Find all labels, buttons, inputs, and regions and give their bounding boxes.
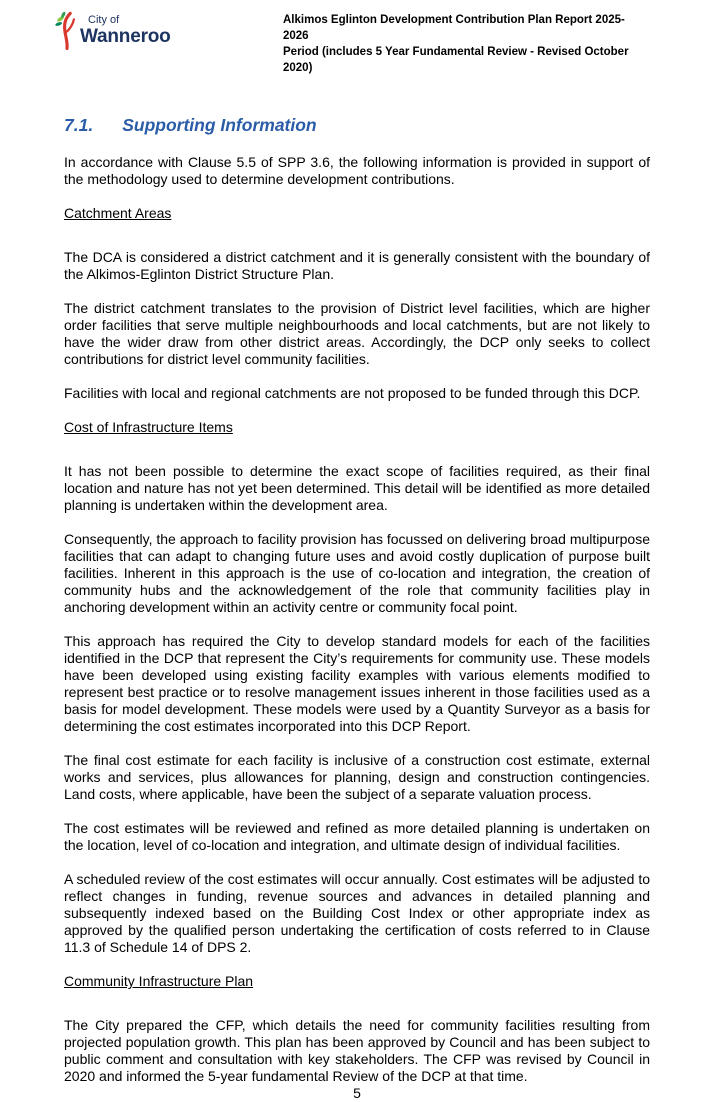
- subheading-community-infrastructure-plan: Community Infrastructure Plan: [64, 973, 254, 990]
- paragraph-district-catchment: The district catchment translates to the provision of District level facilities, which are higher order facilities that serve multiple neighbourhoods and local catchments, but are not likely to have the wider draw from other district areas. Accordingly, the DCP only seeks to collect contributions for district level community facilities.: [64, 300, 650, 368]
- report-title-line2: Period (includes 5 Year Fundamental Review - Revised October 2020): [283, 46, 629, 75]
- paragraph-standard-models: This approach has required the City to develop standard models for each of the facilities identified in the DCP that represent the City’s requirements for community use. These models have been developed using existing facility examples with various elements modified to represent best practice or to resolve management issues inherent in those facilities used as a basis for model development. These models were used by a Quantity Surveyor as a basis for determining the cost estimates incorporated into this DCP Report.: [64, 633, 650, 735]
- document-body: [0, 115, 706, 1102]
- paragraph-consequently: Consequently, the approach to facility provision has focussed on delivering broad multipurpose facilities that can adapt to changing future uses and avoid costly duplication of purpose built facilities. Inherent in this approach is the use of co-location and integration, the creation of community hubs and the acknowledgement of the role that community facilities play in anchoring development within an activity centre or community focal point.: [64, 531, 650, 616]
- paragraph-final-cost: The final cost estimate for each facility is inclusive of a construction cost estimate, external works and services, plus allowances for planning, design and construction contingencies. Land costs, where applicable, have been the subject of a separate valuation process.: [64, 752, 650, 803]
- report-title-line1: Alkimos Eglinton Development Contribution Plan Report 2025-2026: [283, 14, 625, 43]
- section-number: 7.1.: [64, 115, 94, 136]
- wanneroo-plant-icon: [55, 10, 79, 50]
- paragraph-scheduled-review: A scheduled review of the cost estimates will occur annually. Cost estimates will be adjusted to reflect changes in funding, revenue sources and advances in detailed planning and subsequently indexed based on the Building Cost Index or other appropriate index as approved by the qualified person undertaking the certification of costs referred to in Clause 11.3 of Schedule 14 of DPS 2.: [64, 871, 650, 956]
- paragraph-dca: The DCA is considered a district catchment and it is generally consistent with the boundary of the Alkimos-Eglinton District Structure Plan.: [64, 249, 650, 283]
- wanneroo-logo-text: [80, 15, 171, 46]
- section-heading: [64, 115, 650, 136]
- section-title: Supporting Information: [122, 115, 317, 136]
- logo-wanneroo-label: Wanneroo: [80, 26, 171, 47]
- subheading-cost-of-infrastructure: Cost of Infrastructure Items: [64, 419, 233, 436]
- subheading-catchment-areas: Catchment Areas: [64, 205, 172, 222]
- wanneroo-logo: [55, 10, 283, 50]
- paragraph-scope: It has not been possible to determine the exact scope of facilities required, as their final location and nature has not yet been determined. This detail will be identified as more detailed planning is undertaken within the development area.: [64, 463, 650, 514]
- report-title: [283, 10, 650, 76]
- logo-city-of-label: City of: [88, 14, 120, 26]
- document-header: [0, 0, 706, 76]
- paragraph-facilities-local-regional: Facilities with local and regional catchments are not proposed to be funded through this DCP.: [64, 385, 641, 402]
- page-number: 5: [353, 1085, 361, 1102]
- paragraph-cfp: The City prepared the CFP, which details the need for community facilities resulting from projected population growth. This plan has been approved by Council and has been subject to public comment and consultation with key stakeholders. The CFP was revised by Council in 2020 and informed the 5-year fundamental Review of the DCP at that time.: [64, 1017, 650, 1085]
- paragraph-cost-reviewed: The cost estimates will be reviewed and refined as more detailed planning is undertaken on the location, level of co-location and integration, and ultimate design of individual facilities.: [64, 820, 650, 854]
- paragraph-intro: In accordance with Clause 5.5 of SPP 3.6, the following information is provided in support of the methodology used to determine development contributions.: [64, 154, 650, 188]
